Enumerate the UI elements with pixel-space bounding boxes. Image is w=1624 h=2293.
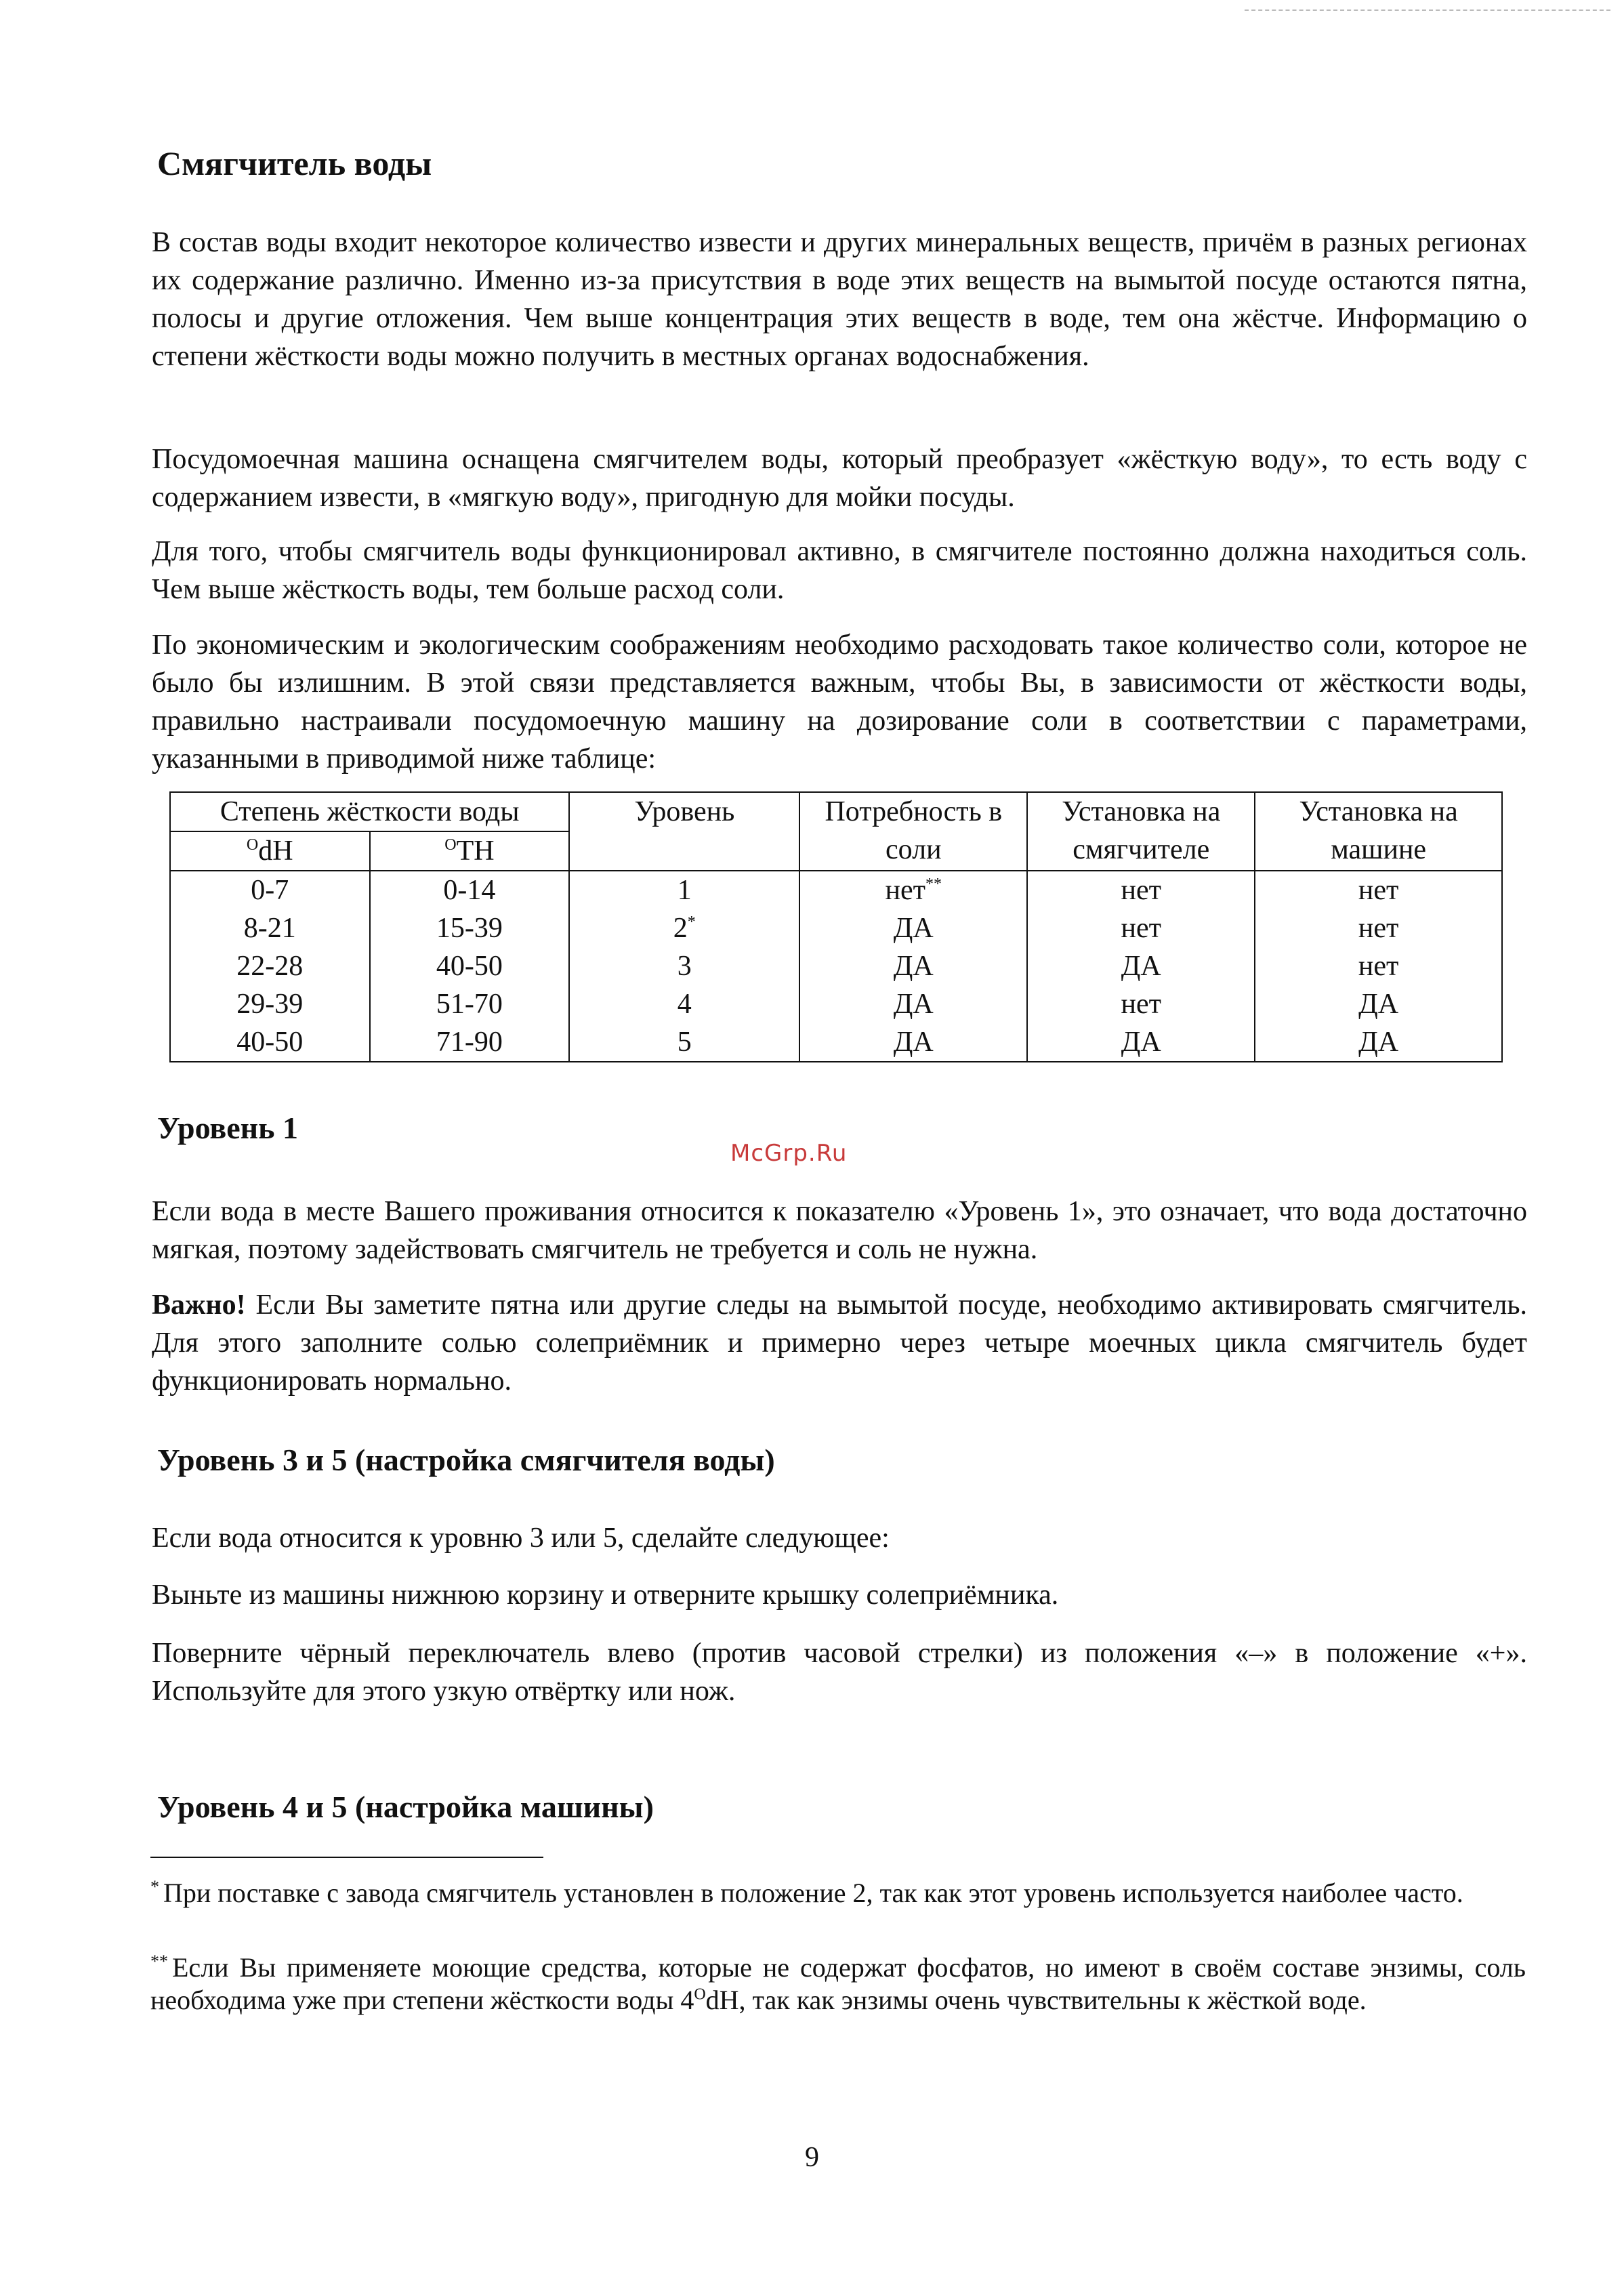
cell-dh [170,909,370,947]
paragraph-text: Посудомоечная машина оснащена смягчителем воды, который преобразует «жёсткую воду», то есть воду с содержанием извести, в «мягкую воду», пригодную для мойки посуды. [152,444,1527,513]
unit-label: TH [456,835,495,867]
paragraph-text: Выньте из машины нижнюю корзину и отверните крышку солеприёмника. [152,1579,1059,1611]
degree-symbol: O [246,836,259,854]
table-row [170,985,1502,1023]
cell-level [569,871,799,909]
scan-artifact [1245,9,1610,14]
level35-paragraph-1 [152,1519,1527,1557]
cell-th [370,871,570,909]
paragraph-text: Если вода в месте Вашего проживания относится к показателю «Уровень 1», это означает, что вода достаточно мягкая, поэтому задействовать смягчитель не требуется и соль не нужна. [152,1196,1527,1265]
level1-heading: Уровень 1 [157,1111,299,1145]
footnote-mark: * [150,1876,159,1897]
cell-softener [1027,1023,1255,1062]
cell-machine [1255,1023,1502,1062]
footnote-2 [150,1951,1526,2017]
table-row [170,947,1502,985]
cell-dh [170,947,370,985]
cell-level [569,909,799,947]
cell-softener-value: нет [1121,989,1162,1020]
important-label: Важно! [152,1289,246,1321]
cell-th-value: 51-70 [436,989,503,1020]
cell-th-value: 15-39 [436,913,503,944]
cell-salt-value: ДА [893,951,934,982]
cell-machine-value: нет [1358,875,1399,906]
level35-paragraph-3 [152,1634,1527,1710]
cell-level [569,985,799,1023]
footnote-mark: ** [150,1951,168,1971]
footnote-text: При поставке с завода смягчитель установлен в положение 2, так как этот уровень используется наиболее часто. [163,1878,1463,1908]
table-row [170,871,1502,909]
cell-salt-value: ДА [893,1027,934,1058]
footnote-1 [150,1877,1526,1909]
cell-machine [1255,985,1502,1023]
intro-paragraph-4 [152,626,1527,778]
footnote-text: dH, так как энзимы очень чувствительны к жёсткой воде. [705,1985,1367,2015]
cell-level-value: 2 [673,913,688,944]
cell-level [569,1023,799,1062]
cell-th [370,947,570,985]
cell-salt-value: нет [885,875,926,906]
cell-level-value: 3 [677,951,692,982]
paragraph-text: По экономическим и экологическим соображениям необходимо расходовать такое количество соли, которое не было бы излишним. В этой связи представляется важным, чтобы Вы, в зависимости от жёсткости воды, правильно настраивали посудомоечную машину на дозирование соли в соответствии с параметрами, указанными в приводимой ниже таблице: [152,629,1527,774]
header-dh [170,831,370,871]
unit-label: dH [258,835,293,867]
cell-dh-value: 8-21 [243,913,296,944]
cell-salt [799,985,1027,1023]
level35-paragraph-2 [152,1576,1527,1614]
paragraph-text: Для того, чтобы смягчитель воды функционировал активно, в смягчителе постоянно должна находиться соль. Чем выше жёсткость воды, тем больше расход соли. [152,536,1527,605]
header-softener-setting: Установка на смягчителе [1027,792,1255,871]
cell-softener-value: ДА [1121,951,1161,982]
cell-softener-value: нет [1121,913,1162,944]
cell-th [370,909,570,947]
cell-level-value: 1 [677,875,692,906]
cell-th-value: 71-90 [436,1027,503,1058]
degree-symbol: O [694,1985,706,2004]
paragraph-text: В состав воды входит некоторое количество извести и других минеральных веществ, причём в разных регионах их содержание различно. Именно из-за присутствия в воде этих веществ на вымытой посуде остаются пятна, полосы и другие отложения. Чем выше концентрация этих веществ в воде, тем она жёстче. Информацию о степени жёсткости воды можно получить в местных органах водоснабжения. [152,227,1527,372]
cell-dh [170,1023,370,1062]
cell-dh-value: 0-7 [251,875,289,906]
cell-machine-value: ДА [1358,989,1399,1020]
cell-softener [1027,871,1255,909]
cell-level-value: 5 [677,1027,692,1058]
page-number: 9 [805,2142,819,2173]
footnote-reference: * [687,913,696,931]
cell-softener [1027,985,1255,1023]
paragraph-text: Поверните чёрный переключатель влево (против часовой стрелки) из положения «–» в положение «+». Используйте для этого узкую отвёртку или нож. [152,1638,1527,1707]
cell-th-value: 0-14 [443,875,496,906]
cell-dh-value: 40-50 [236,1027,304,1058]
cell-salt-value: ДА [893,989,934,1020]
cell-level-value: 4 [677,989,692,1020]
intro-paragraph-2 [152,440,1527,516]
cell-softener [1027,947,1255,985]
watermark: McGrp.Ru [730,1140,848,1167]
cell-softener-value: нет [1121,875,1162,906]
intro-paragraph-1 [152,224,1527,375]
cell-th [370,985,570,1023]
cell-softener [1027,909,1255,947]
cell-dh-value: 22-28 [236,951,304,982]
header-level: Уровень [569,792,799,871]
footnote-rule [150,1857,543,1858]
cell-softener-value: ДА [1121,1027,1161,1058]
table-row [170,1023,1502,1062]
cell-salt [799,871,1027,909]
table-body [170,871,1502,1062]
cell-machine-value: нет [1358,913,1399,944]
cell-th [370,1023,570,1062]
cell-machine [1255,947,1502,985]
cell-machine [1255,909,1502,947]
header-th [370,831,570,871]
footnote-reference: ** [925,875,942,893]
cell-salt [799,947,1027,985]
cell-dh [170,871,370,909]
cell-salt-value: ДА [893,913,934,944]
level1-important-paragraph [152,1286,1527,1400]
header-salt-need: Потребность в соли [799,792,1027,871]
degree-symbol: O [444,836,457,854]
cell-dh [170,985,370,1023]
cell-machine [1255,871,1502,909]
cell-level [569,947,799,985]
cell-machine-value: ДА [1358,1027,1399,1058]
footnote-text: Если Вы применяете моющие средства, которые не содержат фосфатов, но имеют в своём составе энзимы, соль необходима уже при степени жёсткости воды 4 [150,1952,1526,2015]
cell-machine-value: нет [1358,951,1399,982]
header-machine-setting: Установка на машине [1255,792,1502,871]
hardness-table [169,791,1503,1062]
cell-salt [799,1023,1027,1062]
header-hardness: Степень жёсткости воды [170,792,569,831]
level45-heading: Уровень 4 и 5 (настройка машины) [157,1790,654,1824]
page-title: Смягчитель воды [157,144,432,182]
cell-dh-value: 29-39 [236,989,304,1020]
table-row [170,909,1502,947]
paragraph-text: Если вода относится к уровню 3 или 5, сделайте следующее: [152,1523,890,1554]
level1-paragraph [152,1193,1527,1268]
paragraph-text: Если Вы заметите пятна или другие следы на вымытой посуде, необходимо активировать смягчитель. Для этого заполните солью солеприёмник и примерно через четыре моечных цикла смягчитель будет функционировать нормально. [152,1289,1527,1397]
cell-th-value: 40-50 [436,951,503,982]
intro-paragraph-3 [152,533,1527,608]
level35-heading: Уровень 3 и 5 (настройка смягчителя воды) [157,1443,775,1477]
cell-salt [799,909,1027,947]
